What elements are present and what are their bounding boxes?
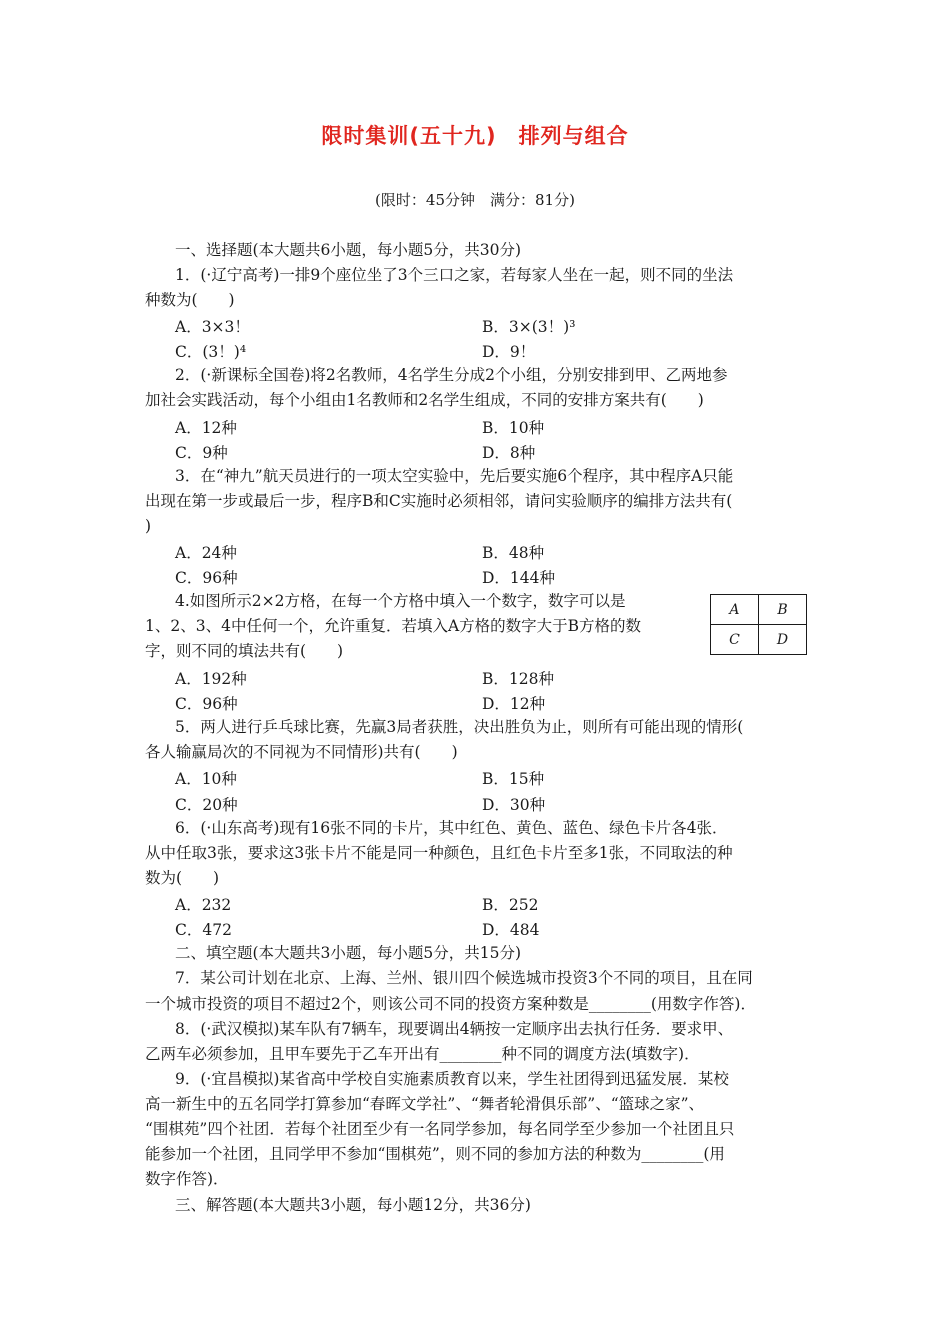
section-heading: 三、解答题(本大题共3小题，每小题12分，共36分) bbox=[175, 1196, 531, 1214]
option-d: D．484 bbox=[482, 921, 540, 939]
question-line: 数为( ) bbox=[145, 869, 220, 887]
question-line: 一个城市投资的项目不超过2个，则该公司不同的投资方案种数是________(用数字作答)． bbox=[145, 995, 756, 1013]
question-line: 1、2、3、4中任何一个，允许重复．若填入A方格的数字大于B方格的数 bbox=[145, 617, 642, 635]
option-b: B．10种 bbox=[482, 419, 545, 437]
question-line: 8．(·武汉模拟)某车队有7辆车，现要调出4辆按一定顺序出去执行任务．要求甲、 bbox=[175, 1020, 734, 1038]
question-line: 从中任取3张，要求这3张卡片不能是同一种颜色，且红色卡片至多1张，不同取法的种 bbox=[145, 844, 733, 862]
question-line: 4.如图所示2×2方格，在每一个方格中填入一个数字，数字可以是 bbox=[175, 592, 626, 610]
grid-cell-b: B bbox=[758, 595, 806, 625]
option-c: C．(3！)⁴ bbox=[175, 343, 247, 361]
option-c: C．96种 bbox=[175, 569, 238, 587]
question-line: 5．两人进行乒乓球比赛，先赢3局者获胜，决出胜负为止，则所有可能出现的情形( bbox=[175, 718, 744, 736]
question-line: “围棋苑”四个社团．若每个社团至少有一名同学参加，每名同学至少参加一个社团且只 bbox=[145, 1120, 735, 1138]
question-line: 数字作答)． bbox=[145, 1170, 229, 1188]
option-c: C．9种 bbox=[175, 444, 228, 462]
option-d: D．30种 bbox=[482, 796, 546, 814]
question-line: ) bbox=[145, 517, 152, 535]
option-a: A．3×3！ bbox=[175, 318, 250, 336]
grid-cell-d: D bbox=[758, 625, 806, 655]
page-subtitle: (限时：45分钟 满分：81分) bbox=[375, 191, 575, 209]
option-b: B．128种 bbox=[482, 670, 554, 688]
grid-cell-a: A bbox=[711, 595, 759, 625]
question-line: 6．(·山东高考)现有16张不同的卡片，其中红色、黄色、蓝色、绿色卡片各4张． bbox=[175, 819, 728, 837]
question-line: 字，则不同的填法共有( ) bbox=[145, 642, 344, 660]
option-a: A．24种 bbox=[175, 544, 237, 562]
grid-cell-c: C bbox=[711, 625, 759, 655]
question-line: 2．(·新课标全国卷)将2名教师，4名学生分成2个小组，分别安排到甲、乙两地参 bbox=[175, 366, 728, 384]
question-line: 各人输赢局次的不同视为不同情形)共有( ) bbox=[145, 743, 458, 761]
option-c: C．20种 bbox=[175, 796, 238, 814]
question-line: 9．(·宜昌模拟)某省高中学校自实施素质教育以来，学生社团得到迅猛发展．某校 bbox=[175, 1070, 729, 1088]
option-a: A．10种 bbox=[175, 770, 237, 788]
option-b: B．48种 bbox=[482, 544, 545, 562]
question-line: 种数为( ) bbox=[145, 291, 235, 309]
section-heading: 一、选择题(本大题共6小题，每小题5分，共30分) bbox=[175, 241, 522, 259]
option-a: A．232 bbox=[175, 896, 232, 914]
page-title: 限时集训(五十九) 排列与组合 bbox=[321, 124, 629, 148]
section-heading: 二、填空题(本大题共3小题，每小题5分，共15分) bbox=[175, 944, 522, 962]
option-c: C．96种 bbox=[175, 695, 238, 713]
question-line: 加社会实践活动，每个小组由1名教师和2名学生组成，不同的安排方案共有( ) bbox=[145, 391, 704, 409]
question-line: 7．某公司计划在北京、上海、兰州、银川四个候选城市投资3个不同的项目，且在同 bbox=[175, 969, 753, 987]
option-b: B．15种 bbox=[482, 770, 545, 788]
question-line: 能参加一个社团，且同学甲不参加“围棋苑”，则不同的参加方法的种数为________(用 bbox=[145, 1145, 725, 1163]
question-line: 出现在第一步或最后一步，程序B和C实施时必须相邻，请问实验顺序的编排方法共有( bbox=[145, 492, 733, 510]
option-a: A．192种 bbox=[175, 670, 247, 688]
option-b: B．252 bbox=[482, 896, 539, 914]
grid-figure bbox=[710, 594, 807, 655]
question-line: 3．在“神九”航天员进行的一项太空实验中，先后要实施6个程序，其中程序A只能 bbox=[175, 467, 734, 485]
option-d: D．8种 bbox=[482, 444, 536, 462]
question-line: 高一新生中的五名同学打算参加“春晖文学社”、“舞者轮滑俱乐部”、“篮球之家”、 bbox=[145, 1095, 705, 1113]
option-a: A．12种 bbox=[175, 419, 237, 437]
option-d: D．9！ bbox=[482, 343, 536, 361]
option-b: B．3×(3！)³ bbox=[482, 318, 576, 336]
option-d: D．144种 bbox=[482, 569, 556, 587]
option-d: D．12种 bbox=[482, 695, 546, 713]
question-line: 1．(·辽宁高考)一排9个座位坐了3个三口之家，若每家人坐在一起，则不同的坐法 bbox=[175, 266, 734, 284]
question-line: 乙两车必须参加，且甲车要先于乙车开出有________种不同的调度方法(填数字)． bbox=[145, 1045, 700, 1063]
option-c: C．472 bbox=[175, 921, 232, 939]
